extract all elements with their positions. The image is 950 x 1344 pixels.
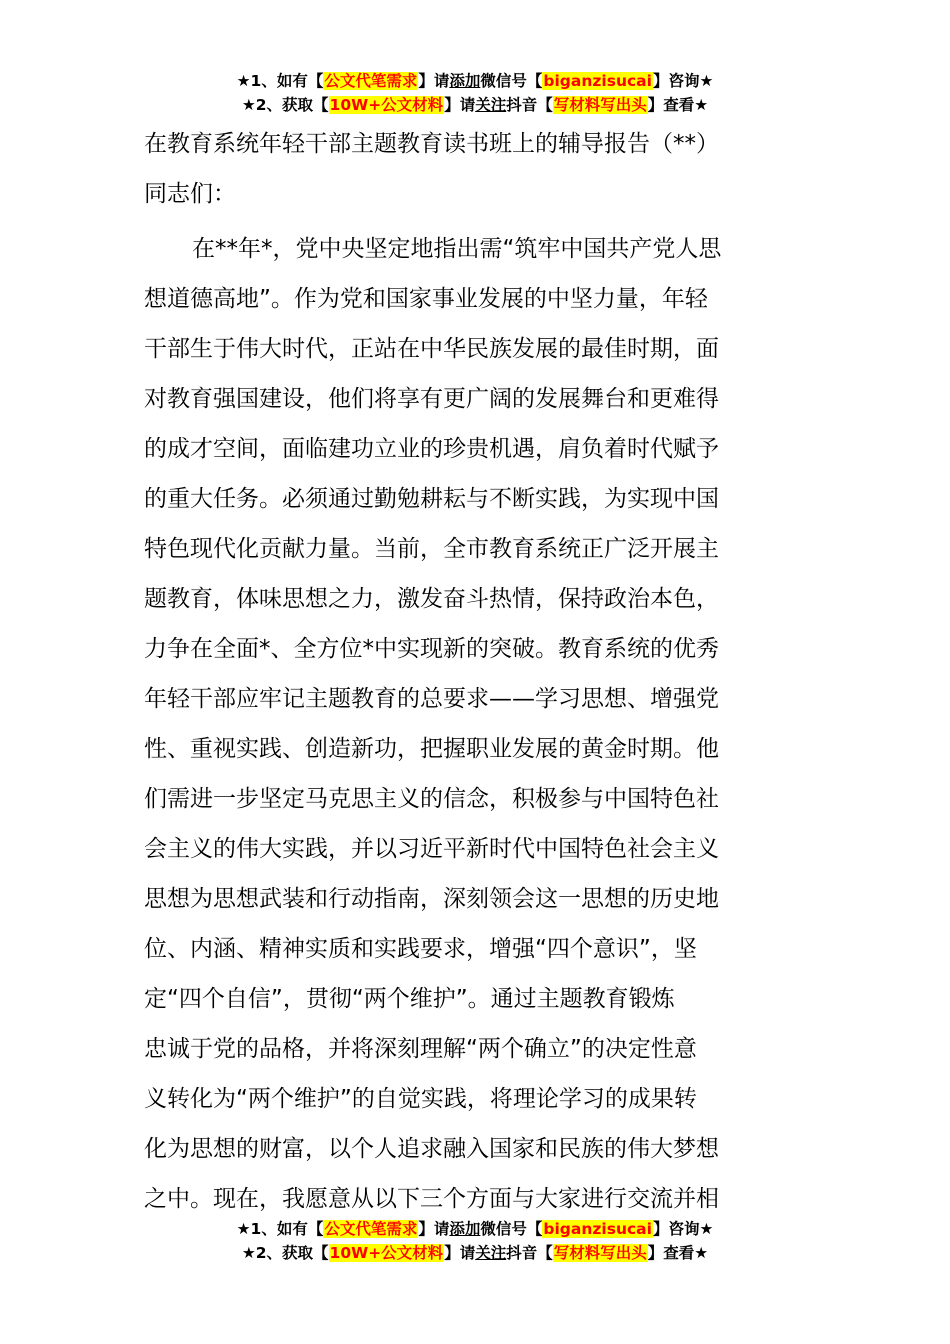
body-line: 力争在全面*、全方位*中实现新的突破。教育系统的优秀	[144, 636, 719, 662]
body-line: 年轻干部应牢记主题教育的总要求——学习思想、增强党	[144, 686, 719, 712]
body-line: 的成才空间，面临建功立业的珍贵机遇，肩负着时代赋予	[144, 436, 719, 462]
body-line: 们需进一步坚定马克思主义的信念，积极参与中国特色社	[144, 786, 719, 812]
body-line: 特色现代化贡献力量。当前，全市教育系统正广泛开展主	[144, 536, 719, 562]
promo-line-2	[0, 1241, 950, 1265]
promo-text: 微信号【	[480, 1220, 543, 1238]
promo-text: 】查看★	[647, 1244, 709, 1262]
body-line: 的重大任务。必须通过勤勉耕耘与不断实践，为实现中国	[144, 486, 719, 512]
promo-text: 】请	[444, 96, 476, 114]
body-line: 化为思想的财富，以个人追求融入国家和民族的伟大梦想	[144, 1136, 719, 1162]
promo-highlight: 公文代笔需求	[324, 1220, 418, 1238]
promo-text: 】请	[444, 1244, 476, 1262]
body-line: 在**年*，党中央坚定地指出需“筑牢中国共产党人思	[192, 236, 722, 262]
promo-highlight: 10W+公文材料	[329, 1244, 444, 1262]
promo-highlight: 公文代笔需求	[324, 72, 418, 90]
promo-text: 】请	[418, 1220, 450, 1238]
document-body	[144, 224, 814, 1224]
promo-banner-bottom	[0, 1217, 950, 1265]
body-line: 干部生于伟大时代，正站在中华民族发展的最佳时期，面	[144, 336, 719, 362]
document-title: 在教育系统年轻干部主题教育读书班上的辅导报告（**）	[144, 131, 719, 157]
body-line: 性、重视实践、创造新功，把握职业发展的黄金时期。他	[144, 736, 719, 762]
body-line: 会主义的伟大实践，并以习近平新时代中国特色社会主义	[144, 836, 719, 862]
body-line: 位、内涵、精神实质和实践要求，增强“四个意识”，坚	[144, 936, 697, 962]
promo-underlined: 关注	[475, 1244, 507, 1262]
body-line: 思想为思想武装和行动指南，深刻领会这一思想的历史地	[144, 886, 719, 912]
body-line: 定“四个自信”，贯彻“两个维护”。通过主题教育锻炼	[144, 986, 675, 1012]
promo-text: 】咨询★	[652, 72, 714, 90]
promo-text: 】请	[418, 72, 450, 90]
promo-text: 抖音【	[506, 96, 553, 114]
promo-highlight: 写材料写出头	[553, 96, 647, 114]
promo-underlined: 添加	[449, 1220, 481, 1238]
body-line: 对教育强国建设，他们将享有更广阔的发展舞台和更难得	[144, 386, 719, 412]
promo-underlined: 添加	[449, 72, 481, 90]
promo-banner-top	[0, 69, 950, 117]
promo-text: ★2、获取【	[241, 1244, 329, 1262]
promo-line-1	[0, 1217, 950, 1241]
body-line: 之中。现在，我愿意从以下三个方面与大家进行交流并相	[144, 1186, 719, 1212]
body-line: 想道德高地”。作为党和国家事业发展的中坚力量，年轻	[144, 286, 708, 312]
promo-highlight: biganzisucai	[543, 1220, 652, 1238]
greeting: 同志们：	[144, 181, 236, 207]
promo-line-2	[0, 93, 950, 117]
promo-line-1	[0, 69, 950, 93]
body-line: 题教育，体味思想之力，激发奋斗热情，保持政治本色，	[144, 586, 719, 612]
promo-highlight: 写材料写出头	[553, 1244, 647, 1262]
body-line: 义转化为“两个维护”的自觉实践，将理论学习的成果转	[144, 1086, 697, 1112]
promo-highlight: biganzisucai	[543, 72, 652, 90]
promo-underlined: 关注	[475, 96, 507, 114]
promo-text: 】咨询★	[652, 1220, 714, 1238]
promo-text: 】查看★	[647, 96, 709, 114]
promo-highlight: 10W+公文材料	[329, 96, 444, 114]
promo-text: ★2、获取【	[241, 96, 329, 114]
promo-text: 微信号【	[480, 72, 543, 90]
body-line: 忠诚于党的品格，并将深刻理解“两个确立”的决定性意	[144, 1036, 697, 1062]
promo-text: ★1、如有【	[236, 1220, 324, 1238]
promo-text: 抖音【	[506, 1244, 553, 1262]
promo-text: ★1、如有【	[236, 72, 324, 90]
